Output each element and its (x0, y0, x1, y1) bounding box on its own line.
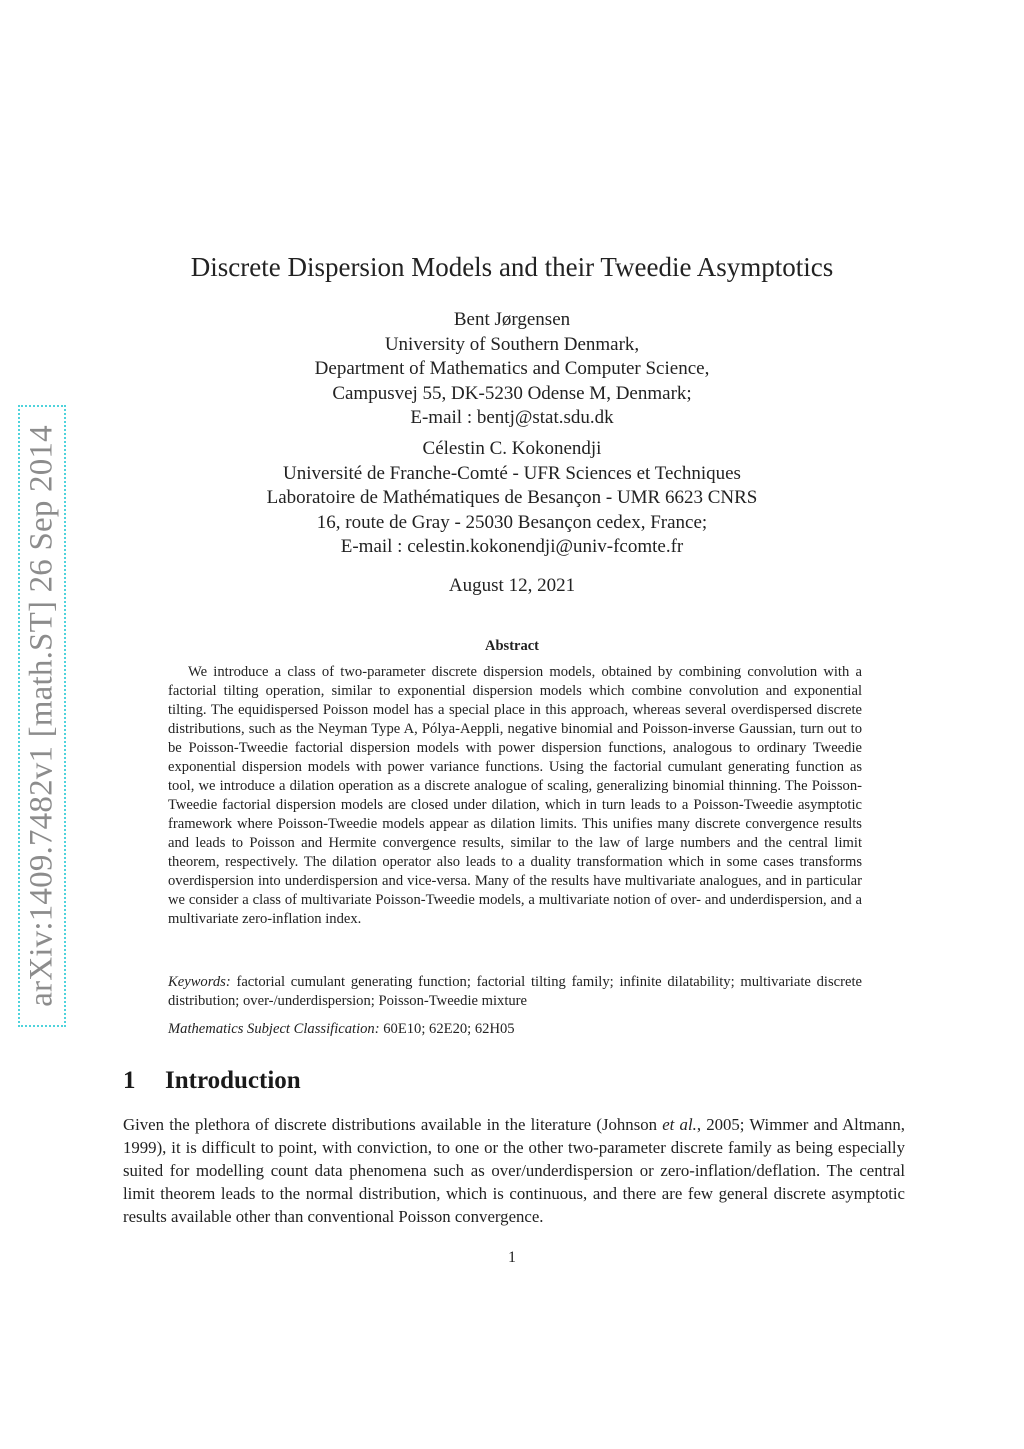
author-block-1 (0, 308, 1024, 431)
msc-label: Mathematics Subject Classification: (168, 1021, 380, 1037)
page-number: 1 (508, 1249, 516, 1266)
author-email: E-mail : celestin.kokonendji@univ-fcomte.fr (340, 536, 684, 557)
abstract-heading: Abstract (485, 638, 539, 654)
intro-citation-italic: et al. (662, 1115, 697, 1134)
author-affiliation-line: Laboratoire de Mathématiques de Besançon - UMR 6623 CNRS (266, 487, 758, 508)
intro-text-part: Given the plethora of discrete distributions available in the literature (Johnson (123, 1115, 663, 1134)
author-block-2 (0, 437, 1024, 560)
author-affiliation-line: University of Southern Denmark, (384, 333, 640, 355)
author-name: Bent Jørgensen (453, 309, 571, 330)
msc-codes: 60E10; 62E20; 62H05 (383, 1021, 515, 1037)
abstract-text: We introduce a class of two-parameter discrete dispersion models, obtained by combining convolution with a factorial tilting operation, similar to exponential dispersion models which combine convolution and exponential tilting. The equidispersed Poisson model has a special place in this approach, whereas several overdispersed discrete distributions, such as the Neyman Type A, Pólya-Aeppli, negative binomial and Poisson-inverse Gaussian, turn out to be Poisson-Tweedie factorial dispersion models with power dispersion functions, analogous to ordinary Tweedie exponential dispersion models with power variance functions. Using the factorial cumulant generating function as tool, we introduce a dilation operation as a discrete analogue of scaling, generalizing binomial thinning. The Poisson-Tweedie factorial dispersion models are closed under dilation, which in turn leads to a Poisson-Tweedie asymptotic framework where Poisson-Tweedie models appear as dilation limits. This unifies many discrete convergence results and leads to Poisson and Hermite convergence results, similar to the law of large numbers and the central limit theorem, respectively. The dilation operator also leads to a duality transformation which in some cases transforms overdispersion into underdispersion and vice-versa. Many of the results have multivariate analogues, and in particular we consider a class of multivariate Poisson-Tweedie models, a multivariate notion of over- and underdispersion, and a multivariate zero-inflation index. (168, 664, 862, 927)
author-affiliation-line: Department of Mathematics and Computer Science, (314, 358, 710, 379)
author-affiliation-line: Campusvej 55, DK-5230 Odense M, Denmark; (332, 382, 692, 404)
introduction-paragraph (123, 1113, 905, 1228)
keywords-text: factorial cumulant generating function; factorial tilting family; infinite dilatability; multivariate discrete distribution; over-/underdispersion; Poisson-Tweedie mixture (168, 974, 862, 1009)
keywords-label: Keywords: (168, 974, 231, 990)
keywords (168, 973, 862, 1011)
author-email: E-mail : bentj@stat.sdu.dk (410, 407, 614, 428)
author-name: Célestin C. Kokonendji (422, 438, 602, 459)
author-affiliation-line: Université de Franche-Comté - UFR Sciences et Techniques (283, 462, 741, 484)
subject-classification (168, 1020, 862, 1039)
section-number: 1 (123, 1067, 136, 1094)
intro-text-part: , 2005; Wimmer and Altmann, 1999), it is difficult to point, with conviction, to one or the other two-parameter discrete family as being especially suited for modelling count data phenomena such as over/underdispersion or zero-inflation/deflation. The central limit theorem leads to the normal distribution, which is continuous, and there are few general discrete asymptotic results available other than conventional Poisson convergence. (123, 1115, 905, 1226)
arxiv-identifier: arXiv:1409.7482v1 [math.ST] 26 Sep 2014 (23, 425, 60, 1007)
paper-title: Discrete Dispersion Models and their Tweedie Asymptotics (190, 252, 834, 282)
paper-date: August 12, 2021 (448, 575, 576, 596)
section-title: Introduction (165, 1067, 301, 1094)
author-affiliation-line: 16, route de Gray - 25030 Besançon cedex, France; (316, 511, 708, 533)
section-heading (123, 1067, 301, 1095)
